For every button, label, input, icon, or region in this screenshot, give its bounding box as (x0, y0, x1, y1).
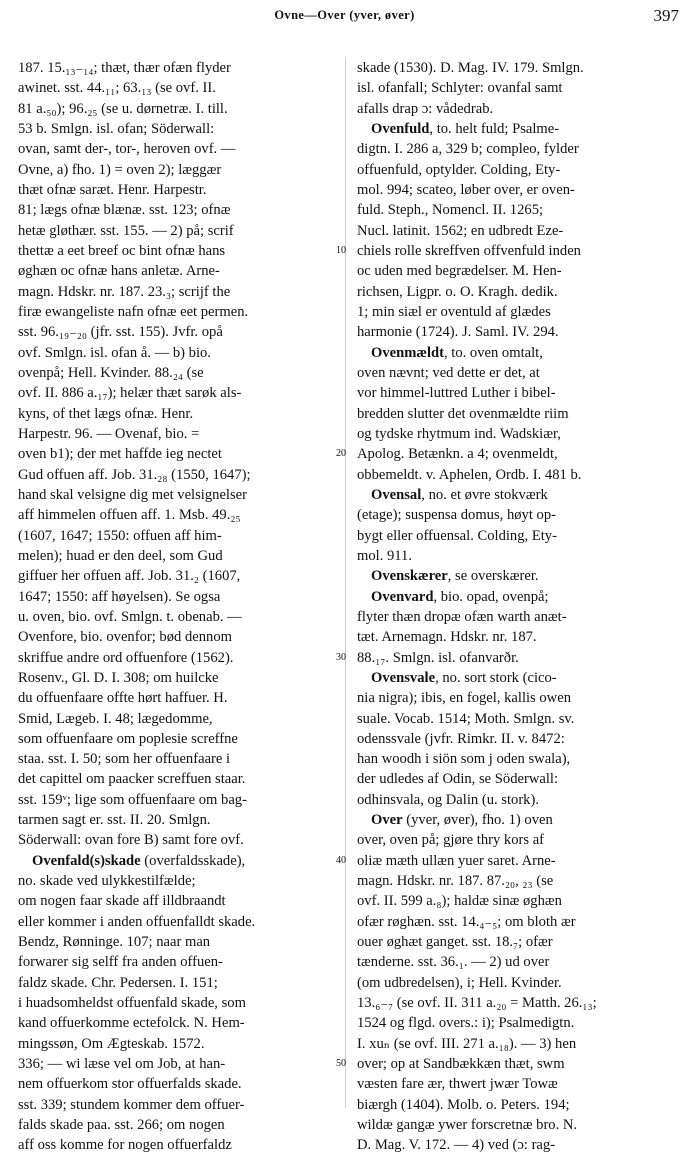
text-line: Söderwall: ovan fore B) samt fore ovf. (18, 832, 244, 849)
text-line: det capittel om paacker screffuen staar. (18, 771, 246, 788)
text-line: ovenpå; Hell. Kvinder. 88.₂₄ (se (18, 364, 204, 381)
line-number: 10 (336, 244, 346, 256)
text-line: og tydske rhytmum ind. Wadskiær, (357, 425, 561, 442)
text-line: forwarer sig selff fra anden offuen- (18, 954, 223, 971)
text-line: Nucl. latinit. 1562; en udbredt Eze- (357, 222, 564, 239)
text-line: afalls drap ɔ: vådedrab. (357, 100, 494, 117)
text-line: suale. Vocab. 1514; Moth. Smlgn. sv. (357, 710, 575, 727)
running-head: Ovne—Over (yver, øver) (274, 8, 415, 22)
text-line: Smid, Lægeb. I. 48; lægedomme, (18, 710, 213, 727)
text-line: no. skade ved ulykkestilfælde; (18, 873, 196, 890)
text-line: 81 a.₅₀); 96.₂₅ (se u. dørnetræ. I. till. (18, 100, 228, 117)
text-line: Ovenskærer, se overskærer. (371, 568, 539, 585)
text-line: tænderne. sst. 36.₁. — 2) ud over (357, 954, 550, 971)
text-line: awinet. sst. 44.₁₁; 63.₁₃ (se ovf. II. (18, 80, 216, 97)
text-line: staa. sst. I. 50; som her offuenfaare i (18, 751, 231, 768)
text-line: flyter thæn dropæ ofæn warth anæt- (357, 608, 567, 625)
text-line: ovan, samt der-, tor-, heroven ovf. — (18, 141, 236, 158)
text-line: 1; min siæl er oventuld af glædes (357, 303, 551, 320)
text-line: tarmen sagt er. sst. II. 20. Smlgn. (18, 812, 211, 829)
text-line: 53 b. Smlgn. isl. ofan; Söderwall: (18, 120, 215, 137)
text-line: chiels rolle skreffven offvenfuld inden (357, 242, 581, 259)
text-line: D. Mag. V. 172. — 4) ved (ɔ: rag- (357, 1137, 556, 1154)
text-line: oven b1); der met haffde ieg nectet (18, 446, 222, 463)
line-number: 50 (336, 1058, 346, 1070)
line-number: 30 (336, 651, 346, 663)
text-line: thæt ofnæ saræt. Henr. Harpestr. (18, 181, 207, 198)
line-number: 40 (336, 854, 346, 866)
text-line: sst. 159ᵛ; lige som offuenfaare om bag- (18, 791, 247, 808)
text-line: over; op at Sandbækkæn thæt, swm (357, 1056, 565, 1073)
text-line: (1607, 1647; 1550: offuen aff him- (18, 527, 222, 544)
text-line: Ovne, a) fho. 1) = oven 2); læggær (18, 161, 222, 178)
text-line: richsen, Ligpr. o. O. Kragh. dedik. (357, 283, 558, 300)
text-line: Ovenfald(s)skade (overfaldsskade), (32, 852, 246, 869)
text-line: 187. 15.₁₃₋₁₄; thæt, thær ofæn flyder (18, 60, 231, 76)
text-line: ovf. Smlgn. isl. ofan å. — b) bio. (18, 344, 211, 361)
text-line: Apolog. Betænkn. a 4; ovenmeldt, (357, 446, 558, 463)
page-header (0, 6, 689, 28)
text-line: ovf. II. 599 a.₈); haldæ sinæ øghæn (357, 893, 562, 910)
text-line: harmonie (1724). J. Saml. IV. 294. (357, 324, 559, 341)
text-line: i huadsomheldst offuenfald skade, som (18, 995, 246, 1012)
text-line: om nogen faar skade aff illdbraandt (18, 893, 226, 910)
text-line: 1647; 1550: aff høyelsen). Se ogsa (18, 588, 221, 605)
text-line: offuenfuld, optylder. Colding, Ety- (357, 161, 561, 178)
text-line: nem offuerkom stor offuerfalds skade. (18, 1076, 242, 1093)
right-column (357, 58, 669, 1156)
text-line: digtn. I. 286 a, 329 b; compleo, fylder (357, 141, 579, 158)
text-line: isl. ofanfall; Schlyter: ovanfal samt (357, 80, 563, 97)
text-line: wildæ gangæ ywer forscretnæ bro. N. (357, 1117, 578, 1134)
text-line: I. xuₙ (se ovf. III. 271 a.₁₈). — 3) hen (357, 1035, 577, 1052)
text-line: obbemeldt. v. Aphelen, Ordb. I. 481 b. (357, 466, 582, 483)
text-line: 336; — wi læse vel om Job, at han- (18, 1056, 226, 1073)
text-line: mol. 911. (357, 547, 412, 564)
text-line: sst. 339; stundem kommer dem offuer- (18, 1096, 245, 1113)
text-line: sst. 96.₁₉₋₂₀ (jfr. sst. 155). Jvfr. opå (18, 324, 223, 341)
text-line: eller kommer i anden offuenfalldt skade. (18, 913, 256, 930)
text-line: odenssvale (jvfr. Rimkr. II. v. 8472: (357, 730, 565, 747)
text-line: kyns, of thet lægs ofnæ. Henr. (18, 405, 194, 422)
text-line: Ovensal, no. et øvre stokværk (371, 486, 548, 503)
text-line: mol. 994; scateo, løber over, er oven- (357, 181, 575, 198)
text-line: magn. Hdskr. nr. 187. 23.₃; scrijf the (18, 283, 231, 300)
text-line: kand offuerkomme ectefolck. N. Hem- (18, 1015, 245, 1032)
text-line: faldz skade. Chr. Pedersen. I. 151; (18, 974, 218, 991)
text-line: u. oven, bio. ovf. Smlgn. t. obenab. — (18, 608, 242, 625)
text-line: tæt. Arnemagn. Hdskr. nr. 187. (357, 629, 537, 646)
text-line: ofær røghæn. sst. 14.₄₋₅; om bloth ær (357, 913, 576, 930)
text-line: (etage); suspensa domus, høyt op- (357, 507, 557, 524)
text-line: odhinsvala, og Dalin (u. stork). (357, 791, 539, 808)
text-line: over, oven på; gjøre thry kors af (357, 832, 545, 849)
text-line: Ovenfuld, to. helt fuld; Psalme- (371, 120, 560, 137)
page-number: 397 (653, 6, 679, 25)
text-line: oc uden med begrædelser. M. Hen- (357, 263, 562, 280)
text-line: oliæ mæth ullæn yuer saret. Arne- (357, 852, 556, 869)
text-line: hetæ gløthær. sst. 155. — 2) på; scrif (18, 222, 234, 239)
text-line: bredden slutter det ovenmældte riim (357, 405, 569, 422)
text-line: øghæn oc ofnæ hans anletæ. Arne- (18, 263, 220, 280)
text-line: Ovenvard, bio. opad, ovenpå; (371, 588, 549, 605)
text-line: 13.₆₋₇ (se ovf. II. 311 a.₂₀ = Matth. 26.₁₃; (357, 995, 597, 1012)
text-line: nia nigra); ibis, en fogel, kallis owen (357, 690, 571, 707)
text-line: bygt eller offuensal. Colding, Ety- (357, 527, 557, 544)
text-line: 1524 og flgd. overs.: i); Psalmedigtn. (357, 1015, 575, 1032)
text-line: mingssøn, Om Ægteskab. 1572. (18, 1035, 205, 1052)
text-line: (om udbredelsen), i; Hell. Kvinder. (357, 974, 562, 991)
text-line: oven nævnt; ved dette er det, at (357, 364, 540, 381)
text-line: Over (yver, øver), fho. 1) oven (371, 812, 553, 829)
text-line: biærgh (1404). Molb. o. Peters. 194; (357, 1096, 570, 1113)
text-line: giffuer her offuen aff. Job. 31.₂ (1607, (18, 568, 241, 585)
text-line: Ovensvale, no. sort stork (cico- (371, 669, 557, 686)
text-line: du offuenfaare offte hørt haffuer. H. (18, 690, 228, 707)
text-line: 88.₁₇. Smlgn. isl. ofanvarðr. (357, 649, 519, 666)
text-line: Gud offuen aff. Job. 31.₂₈ (1550, 1647); (18, 466, 251, 483)
text-line: som offuenfaare om poplesie screffne (18, 730, 238, 747)
text-line: Harpestr. 96. — Ovenaf, bio. = (18, 425, 200, 442)
text-line: Bendz, Rønninge. 107; naar man (18, 934, 211, 951)
text-line: magn. Hdskr. nr. 187. 87.₂₀, ₂₃ (se (357, 873, 554, 890)
text-line: aff himmelen offuen aff. 1. Msb. 49.₂₅ (18, 507, 241, 524)
text-line: Ovenmældt, to. oven omtalt, (371, 344, 543, 361)
text-line: firæ ewangeliste nafn ofnæ eet permen. (18, 303, 249, 320)
text-line: thettæ a eet breef oc bint ofnæ hans (18, 242, 226, 259)
text-line: væsten fare ær, thwert jwær Towæ (357, 1076, 558, 1093)
text-line: 81; lægs ofnæ blænæ. sst. 123; ofnæ (18, 202, 231, 219)
text-line: aff oss komme for nogen offuerfaldz (18, 1137, 232, 1154)
text-line: fuld. Steph., Nomencl. II. 1265; (357, 202, 544, 219)
text-line: ouer øghæt ganget. sst. 18.₇; ofær (357, 934, 553, 951)
text-line: vor himmel-luttred Luther i bibel- (357, 385, 556, 402)
column-divider (345, 58, 346, 1108)
text-line: melen); huad er den deel, som Gud (18, 547, 223, 564)
text-line: der udledes af Odin, se Söderwall: (357, 771, 559, 788)
text-line: skriffue andre ord offuenfore (1562). (18, 649, 234, 666)
text-line: skade (1530). D. Mag. IV. 179. Smlgn. (357, 60, 584, 76)
text-line: han woodh i siön som j oden swala), (357, 751, 571, 768)
text-line: Ovenfore, bio. ovenfor; bød dennom (18, 629, 232, 646)
text-line: ovf. II. 886 a.₁₇); helær thæt sarøk als- (18, 385, 242, 402)
line-number: 20 (336, 448, 346, 460)
text-line: Rosenv., Gl. D. I. 308; om huilcke (18, 669, 219, 686)
left-column (18, 58, 334, 1156)
text-line: falds skade paa. sst. 266; om nogen (18, 1117, 225, 1134)
text-line: hand skal velsigne dig met velsignelser (18, 486, 247, 503)
